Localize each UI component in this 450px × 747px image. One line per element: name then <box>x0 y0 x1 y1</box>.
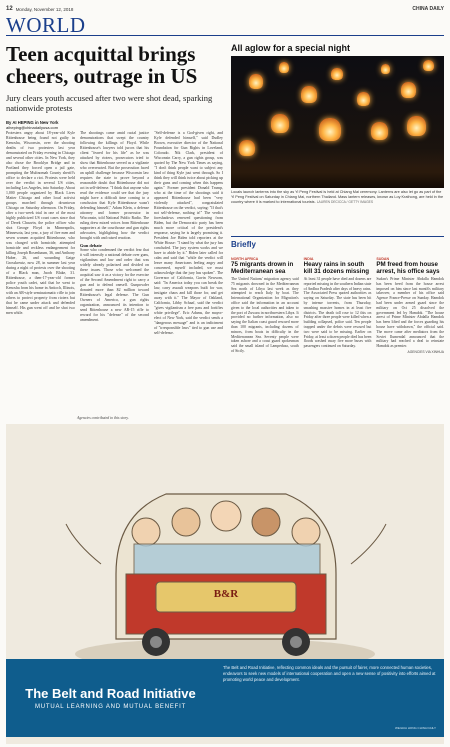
photo-heading: All aglow for a special night <box>231 43 351 53</box>
article-footer: Agencies contributed to this story. <box>77 416 129 420</box>
section-title: WORLD <box>6 13 86 37</box>
article-headline: Teen acquittal brings cheers, outrage in US <box>6 42 198 88</box>
brief-location: INDIA <box>303 257 314 261</box>
page-date: Monday, November 12, 2018 <box>15 6 74 12</box>
photo-credit: LAUREN DECICCA / GETTY IMAGES <box>316 199 374 204</box>
banner-subtitle: MUTUAL LEARNING AND MUTUAL BENEFIT <box>34 704 187 710</box>
briefs-heading: Briefly <box>231 236 444 249</box>
brief-item <box>376 257 444 354</box>
lantern <box>319 118 341 141</box>
lantern <box>239 140 255 156</box>
bri-banner <box>6 659 215 737</box>
brief-headline: Heavy rains in south kill 31 dozens missing <box>303 261 370 275</box>
column-2-text-b: Some who condemned the verdict fear that it will intensify a national debate over guns, vigilantism and law and order that was widely already polarized and divided on these issues. Those who welcomed the acquittal saw it as a victory for the exercise of the Second Amendment right to carry a gun and to defend oneself. Gunpowder donated more than $2 million toward Rittenhouse's legal defense. The Gun Owners of America, a gun rights organization, announced its intention to send Rittenhouse a new AR-15 rifle to reward for his "defense" of the second amendment. <box>80 248 149 322</box>
subheading-gun-debate: Gun debate <box>80 243 102 248</box>
bri-blurb <box>215 659 444 737</box>
lantern <box>407 116 426 136</box>
brief-location: NORTH AFRICA <box>231 257 259 261</box>
brief-body: Sudan's Prime Minister Abdalla Hamdok has been freed from the house arrest imposed on him since last month's military takeover, a member of his office said Agence France-Presse on Sunday. Hamdok had been under armed guard since the military on Oct 25 dissolved the government led by Hamdok. "The house arrest of Prime Minister Abdalla Hamdok has been lifted and the forces guarding his house have withdrawn," the official said. The move came after mediators from the Soviet Ilumendal announced that the military had reached a deal to reinstate Hamdok as premier. <box>376 277 445 349</box>
section-header <box>6 14 444 36</box>
caption-text: Locals launch lanterns into the sky as Yi Peng Festival is held at Chiang Mai ceremony. Lanterns are also let go as part of the Yi Peng Festival on Saturday in Chiang Mai, northern Thailand. Mass lantern releases, known as Loy Krathong, are held in the country where it is marked to international tourists. <box>231 190 444 204</box>
brief-body: At least 31 people have died and dozens are reported missing in the southern Indian state of Andhra Pradesh after days of heavy rains. The Associated Press quoted authorities as saying on Saturday. The state has been hit by intense torrents, from Thursday, smashing massive homes in at least five districts. The death toll rose to 12 this on Friday after three people were killed when a building collapsed, police said. Ten people trapped under the debris were rescued but two were said to be missing. Earlier on Friday, at least a dozen people died has been floods washed away five more buses with passengers continued on Saturday. <box>303 277 372 349</box>
brief-item <box>304 257 372 354</box>
brief-headline: PM freed from house arrest, his office says <box>376 261 440 275</box>
lantern <box>279 62 289 73</box>
illustration-credit: WEIHUA HONG CHINA DAILY <box>395 726 436 731</box>
byline-email: aiheping@chinadailyusa.com <box>6 125 59 130</box>
lantern <box>249 74 263 89</box>
column-2-text: The shootings came amid racial justice demonstrations that swept the country following the killings of Floyd. While Rittenhouse's lawyers told jurors that his client "feared for his life" as he was attacked by rioters, prosecutors tried to show that Rittenhouse served as a vigilante who overreacted. But the prosecution faced an uphill challenge because Wisconsin law requires the state to prove beyond a reasonable doubt that Rittenhouse did not act in self-defense. "I think that anyone who read the evidence could see that the jury might have a difficult time coming to a conclusion that Kyle Rittenhouse wasn't defending himself," Adam Klein, a defense attorney and former prosecutor in Wisconsin, told National Public Radio. The ruling drew mixed voices from Rittenhouse supporters at the courthouse and gun rights advocates, highlighting how the verdict brought with and raised reaction. <box>80 131 149 240</box>
byline-name: By AI HEPING in New York <box>6 120 59 125</box>
lantern <box>331 68 343 80</box>
brief-agency: AGENCIES VIA XINHUA <box>407 349 445 354</box>
banner-title: The Belt and Road Initiative <box>25 686 196 701</box>
brief-location: SUDAN <box>376 257 390 261</box>
article-column-3: "Self-defense is a God-given right, and Kyle defended himself," said Dudley Brown, executive director of the National Foundation for Gun Rights in Loveland, Colorado. Nik Clark, president of Wisconsin Carry, a gun rights group, was quoted by The New York Times as saying, "I don't think people want to subject any kind of thing Kyle just went through. So I think they will think twice about picking up their guns and coming when this happens again." Former president Donald Trump, who at the time of the shootings said it appeared Rittenhouse had been "very violently attacked", congratulated Rittenhouse on the verdict, saying: "If that's not self-defense, nothing is!" The verdict foreshadows renewed questioning from Biden, but the Democratic party has been much more critical of the president's response, saying he is largely promising it. President Joe Biden told reporters at the White House: "I stand by what the jury has concluded. The jury system works and we have to abide by it." Biden later called for calm and said that "while the verdict will leave many Americans feeling angry and concerned, myself included, we must acknowledge that the jury has spoken". The Governor of California, Gavin Newsom, said: "In America today you can break the law, carry assault weapons built for war, instigate chaos and kill those for, and get away with it." The Mayor of Oakland, California, Libby Schaaf, said the verdict "gives vigilantism a free pass and fortifies white privilege". Eric Adams, the mayor-elect of New York, said the verdict sends a "dangerous message" and is an indictment of "irresponsible laws" tied to gun use and self-defense. <box>154 131 223 335</box>
lantern <box>301 86 317 103</box>
lantern <box>271 114 289 133</box>
lantern <box>371 122 388 140</box>
article-column-1: Protesters angry about 18-year-old Kyle Rittenhouse being found not guilty in Kenosha, Wisconsin, over the shooting deaths of two protesters last year demonstrated on Friday evening in Chicago and several other cities. In New York, they also chose the Brooklyn Bridge and in Portland they forced open a jail gate, prompting the Multnomah County sheriff's office to declare a riot. Protests were held over the verdict in several US cities, including Los Angeles, into Saturday. About 1,000 people organized by Black Lives Matter Chicago and other local activist groups marched through downtown Chicago on Saturday afternoon. On Friday, after a two-week trial in one of the most highly publicized US court cases since that of Derek Chauvin, the police officer who shot George Floyd in Minneapolis, Minnesota, last year, a jury of five men and seven women acquitted Rittenhouse, who was charged with homicide, attempted homicide and reckless endangerment for killing Joseph Rosenbaum, 36, and Anthony Huber, 26, and wounding Gaige Grosskreutz, now 28, in summer last year during a night of protests over the shooting of a Black man, Jacob Blake, 31. Rittenhouse, a then-17-year-old former police youth cadet, said that he went to Kenosha from his home in Antioch, Illinois, with an AR-style semiautomatic rifle to join others to protect property from rioters but that he came under attack and defended himself. His gun went off and he shot two men while. <box>6 131 75 315</box>
lantern <box>357 92 370 106</box>
lantern <box>381 64 390 74</box>
article-deck: Jury clears youth accused after two were shot dead, sparking nationwide protests <box>6 93 213 113</box>
brief-body: The United Nations' migration agency said 75 migrants drowned in the Mediterranean Sea north of Libya last week as they attempted to reach Italy by boat. The International Organization for Migration's office said the information in an account given to the local authorities and taken to the port of Zuwara in northwestern Libya. It provided no further information, also no saying the Italian coast guard rescued more than 100 migrants, including dozens of minors, from boats in difficulty in the Mediterranean Sea. Seventy people were taken ashore and a coast guard spokesman said the small island of Lampedusa, south of Sicily. <box>231 277 299 353</box>
crowd-silhouette <box>231 162 444 188</box>
paper-name: CHINA DAILY <box>412 6 444 12</box>
article-byline <box>6 120 59 130</box>
brief-item <box>231 257 299 354</box>
briefs-list <box>231 257 444 354</box>
page-number: 12 <box>6 6 13 12</box>
blurb-text: The Belt and Road Initiative, reflecting common ideals and the pursuit of fairer, more connected human societies, endeavors to seek new models of international cooperation and open a new sense of positivity into efforts aimed at promoting world peace and development. <box>223 665 436 682</box>
lantern-photo <box>231 56 444 188</box>
lantern <box>401 82 416 98</box>
lantern <box>423 60 434 71</box>
bus-sign: B&R <box>213 588 239 600</box>
brief-headline: 75 migrants drown in Mediterranean sea <box>231 261 294 275</box>
photo-caption <box>231 190 444 204</box>
